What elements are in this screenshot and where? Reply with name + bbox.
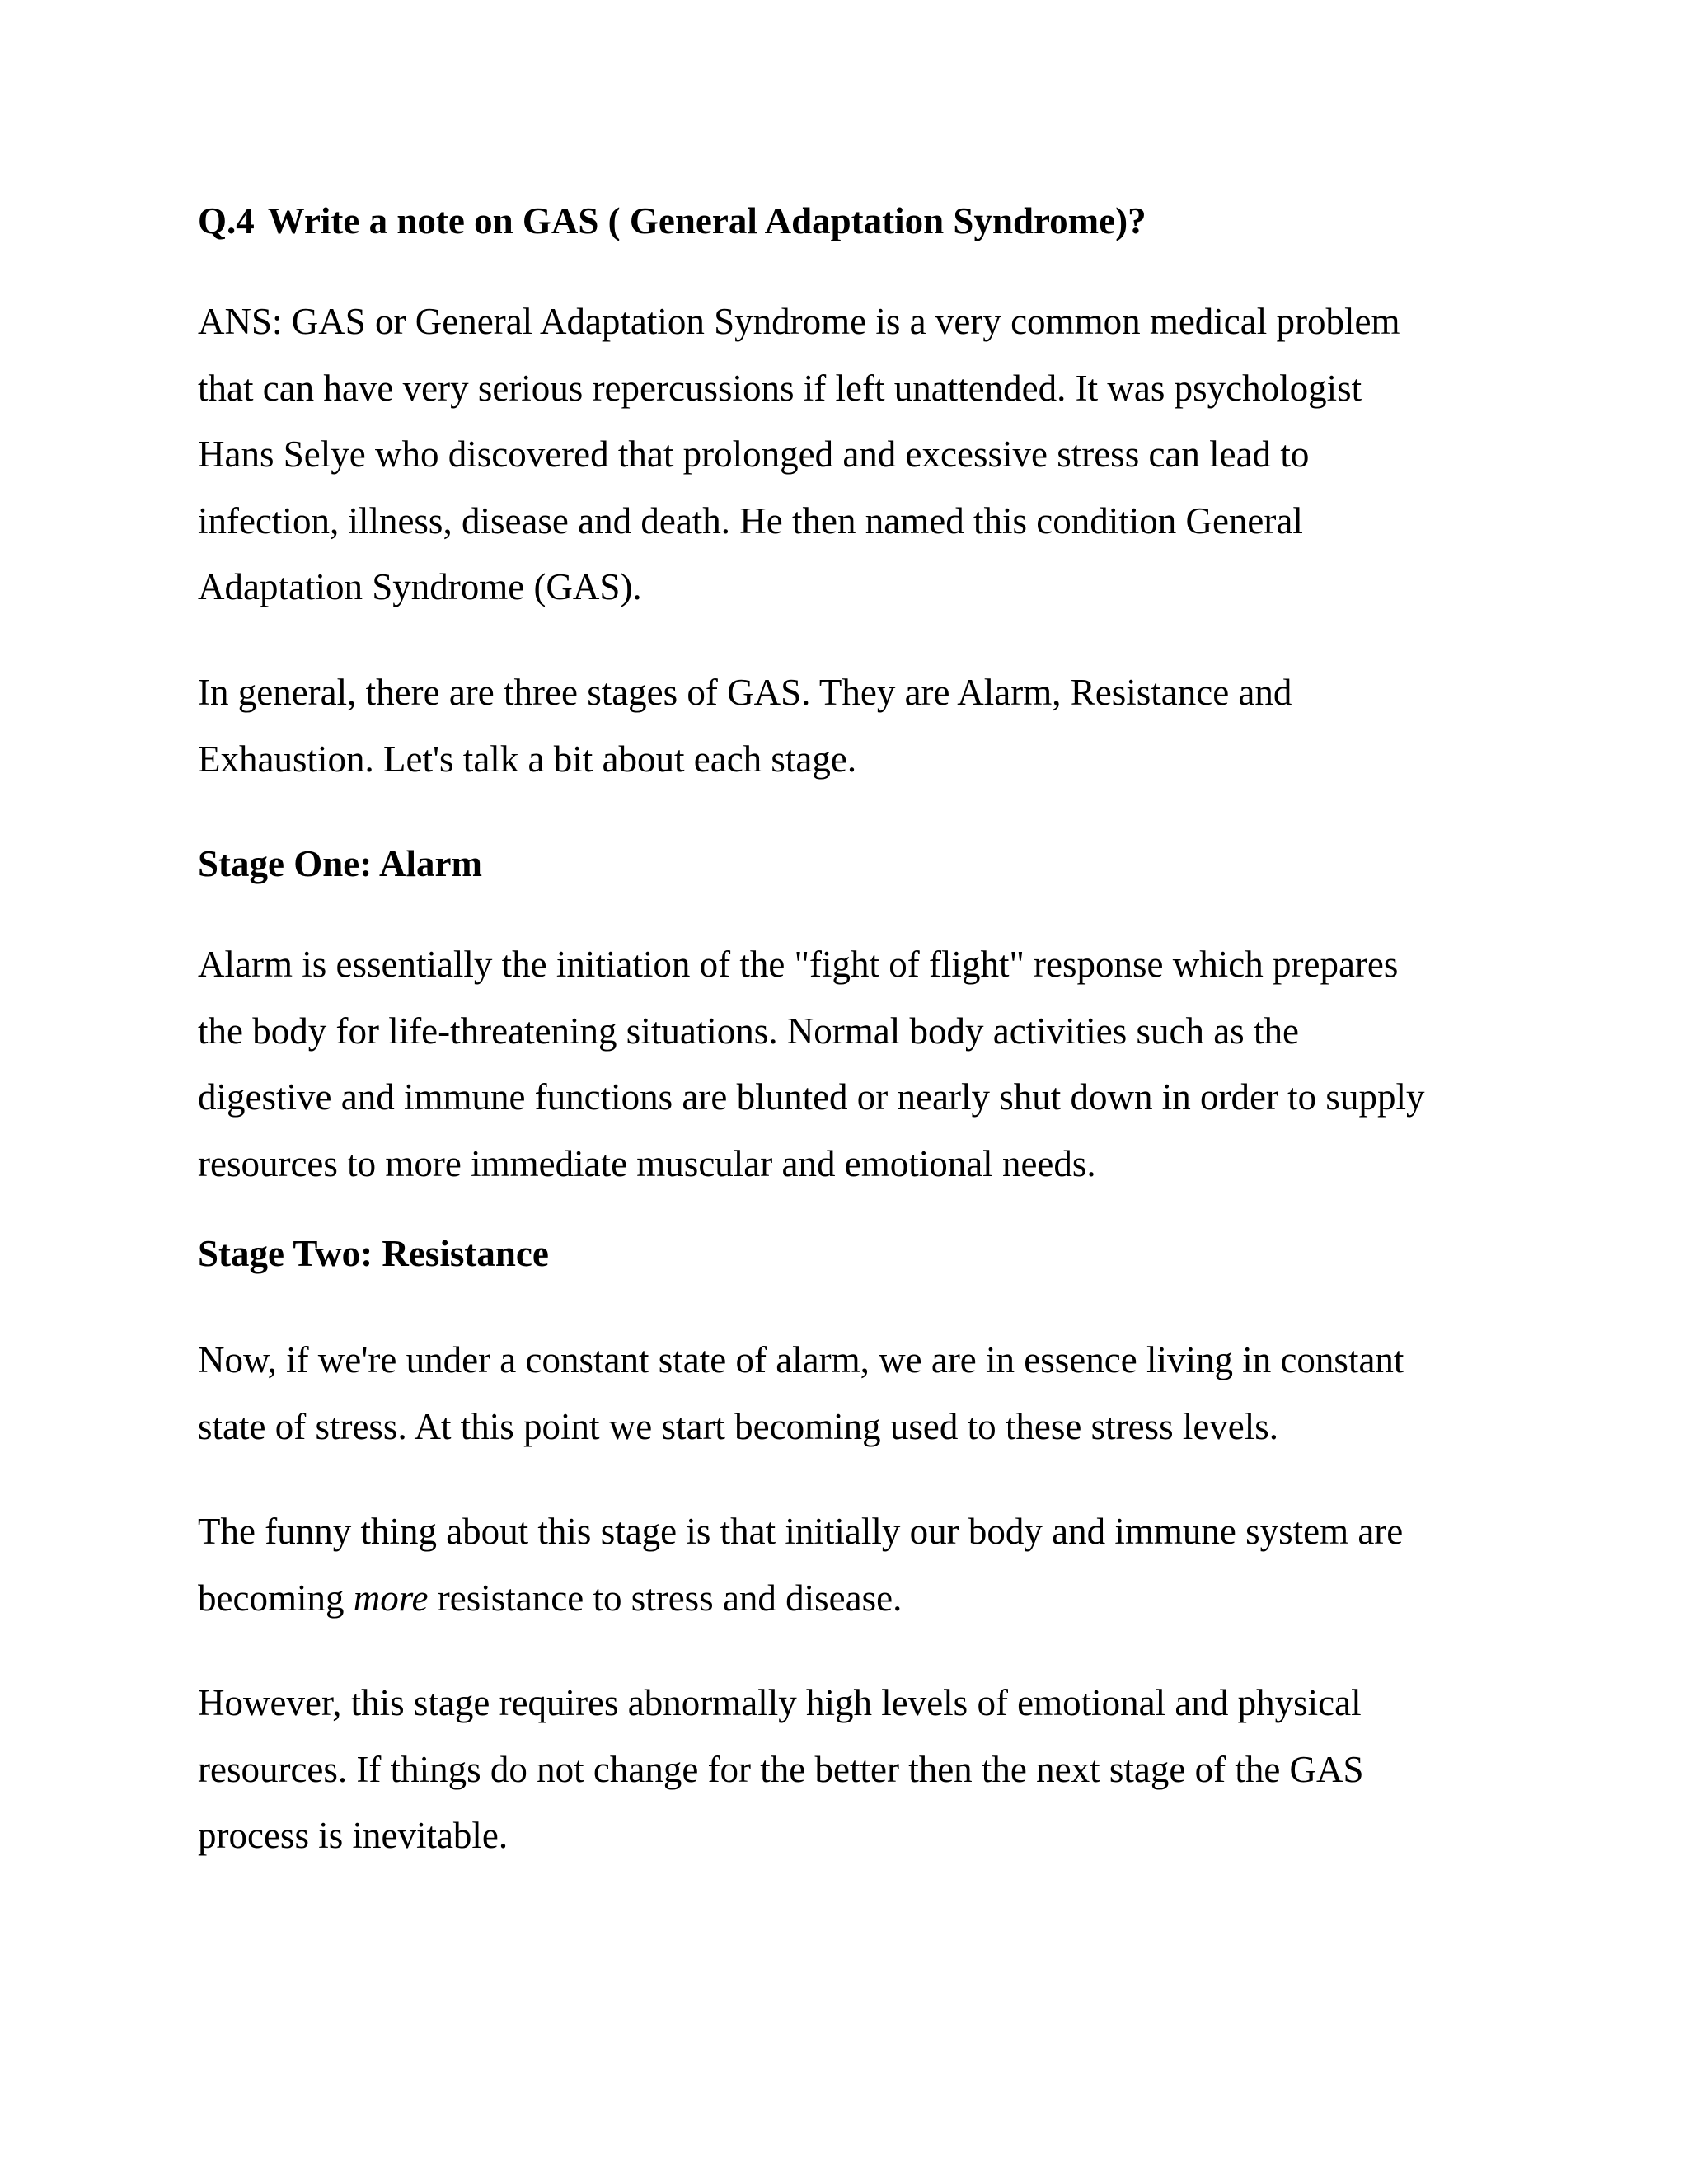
text-segment: resistance to stress and disease. bbox=[428, 1577, 903, 1619]
text-segment: becoming bbox=[198, 1577, 354, 1619]
text-line: process is inevitable. bbox=[198, 1815, 509, 1856]
stage-two-paragraph-2 bbox=[198, 1498, 1517, 1631]
text-line: ANS: GAS or General Adaptation Syndrome is a very common medical problem bbox=[198, 301, 1400, 342]
stage-one-paragraph bbox=[198, 931, 1517, 1197]
text-line bbox=[198, 1565, 1517, 1632]
text-line: that can have very serious repercussions if left unattended. It was psychologist bbox=[198, 367, 1362, 409]
text-line: However, this stage requires abnormally high levels of emotional and physical bbox=[198, 1682, 1362, 1723]
text-line: Now, if we're under a constant state of alarm, we are in essence living in constant bbox=[198, 1339, 1404, 1380]
stages-intro-paragraph bbox=[198, 659, 1517, 792]
text-line: Hans Selye who discovered that prolonged and excessive stress can lead to bbox=[198, 434, 1310, 475]
question-number: Q.4 bbox=[198, 200, 255, 241]
stage-two-paragraph-3 bbox=[198, 1670, 1517, 1869]
text-line: The funny thing about this stage is that initially our body and immune system are bbox=[198, 1511, 1404, 1552]
stage-two-heading: Stage Two: Resistance bbox=[198, 1233, 549, 1274]
text-line: Alarm is essentially the initiation of the "fight of flight" response which prepares bbox=[198, 944, 1399, 985]
emphasis-text: more bbox=[353, 1577, 429, 1619]
stage-two-paragraph-1 bbox=[198, 1327, 1517, 1460]
stage-one-heading: Stage One: Alarm bbox=[198, 843, 482, 884]
answer-intro-paragraph bbox=[198, 288, 1517, 621]
text-line: Exhaustion. Let's talk a bit about each stage. bbox=[198, 738, 857, 780]
text-line: state of stress. At this point we start becoming used to these stress levels. bbox=[198, 1405, 1279, 1447]
text-line: resources. If things do not change for the better then the next stage of the GAS bbox=[198, 1748, 1364, 1790]
text-line: resources to more immediate muscular and emotional needs. bbox=[198, 1142, 1096, 1184]
text-line: infection, illness, disease and death. He then named this condition General bbox=[198, 499, 1303, 541]
text-line: In general, there are three stages of GAS. They are Alarm, Resistance and bbox=[198, 672, 1292, 713]
question-heading bbox=[198, 199, 1146, 242]
text-line: Adaptation Syndrome (GAS). bbox=[198, 566, 642, 607]
question-text: Write a note on GAS ( General Adaptation Syndrome)? bbox=[267, 200, 1146, 241]
text-line: the body for life-threatening situations. Normal body activities such as the bbox=[198, 1010, 1299, 1052]
text-line: digestive and immune functions are blunted or nearly shut down in order to supply bbox=[198, 1076, 1425, 1118]
